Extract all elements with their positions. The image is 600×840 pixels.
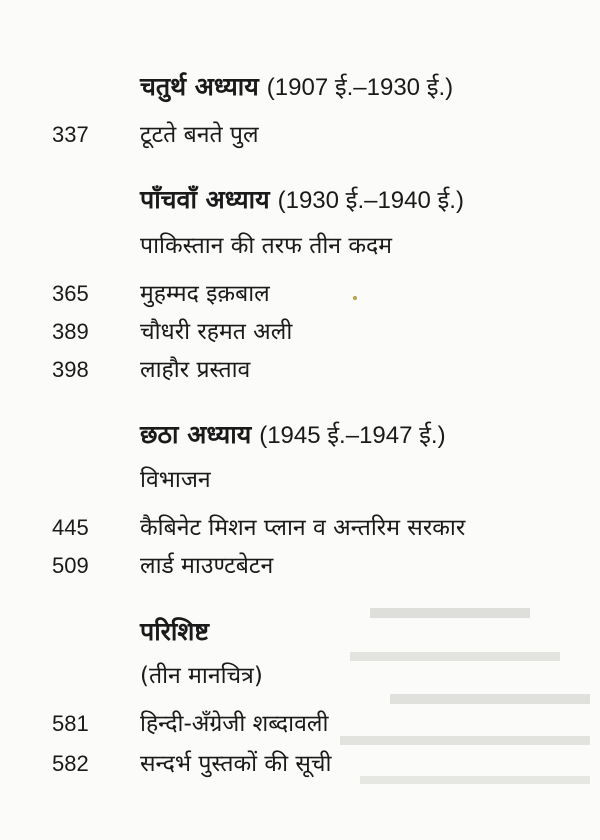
chapter-title: छठा अध्याय: [140, 420, 252, 449]
entry-title: कैबिनेट मिशन प्लान व अन्तरिम सरकार: [140, 515, 466, 541]
page-number: 509: [52, 553, 89, 578]
appendix-heading: [140, 615, 209, 649]
toc-entry: [0, 548, 600, 584]
chapter-subtitle: विभाजन: [140, 467, 211, 493]
page-number: 389: [52, 319, 89, 344]
toc-entry: [0, 314, 600, 350]
appendix-subtitle: (तीन मानचित्र): [140, 663, 263, 689]
toc-entry: [0, 276, 600, 312]
entry-title: लाहौर प्रस्ताव: [140, 357, 251, 383]
page-number: 445: [52, 515, 89, 540]
chapter-heading: [140, 70, 453, 105]
toc-entry: [0, 510, 600, 546]
page-number: 581: [52, 711, 89, 736]
chapter-dates: (1945 ई.–1947 ई.): [259, 422, 446, 449]
toc-entry: [0, 352, 600, 388]
page-number: 398: [52, 357, 89, 382]
chapter-heading: [140, 418, 446, 453]
appendix-title: परिशिष्ट: [140, 617, 209, 646]
entry-title: लार्ड माउण्टबेटन: [140, 553, 274, 579]
toc-entry: [0, 706, 600, 742]
toc-entry: [0, 746, 600, 782]
chapter-subtitle: पाकिस्तान की तरफ तीन कदम: [140, 233, 392, 259]
entry-title: मुहम्मद इक़बाल: [140, 281, 270, 307]
chapter-title: पाँचवाँ अध्याय: [140, 185, 270, 214]
chapter-title: चतुर्थ अध्याय: [140, 72, 259, 101]
page-number: 582: [52, 751, 89, 776]
entry-title: हिन्दी-अँग्रेजी शब्दावली: [140, 711, 329, 737]
entry-title: चौधरी रहमत अली: [140, 319, 293, 345]
chapter-dates: (1907 ई.–1930 ई.): [266, 74, 454, 101]
page-number: 365: [52, 281, 89, 306]
entry-title: सन्दर्भ पुस्तकों की सूची: [140, 751, 332, 777]
chapter-heading: [140, 183, 464, 218]
entry-title: टूटते बनते पुल: [140, 122, 259, 148]
toc-entry: [0, 117, 600, 153]
chapter-dates: (1930 ई.–1940 ई.): [277, 187, 464, 214]
page-number: 337: [52, 122, 89, 147]
